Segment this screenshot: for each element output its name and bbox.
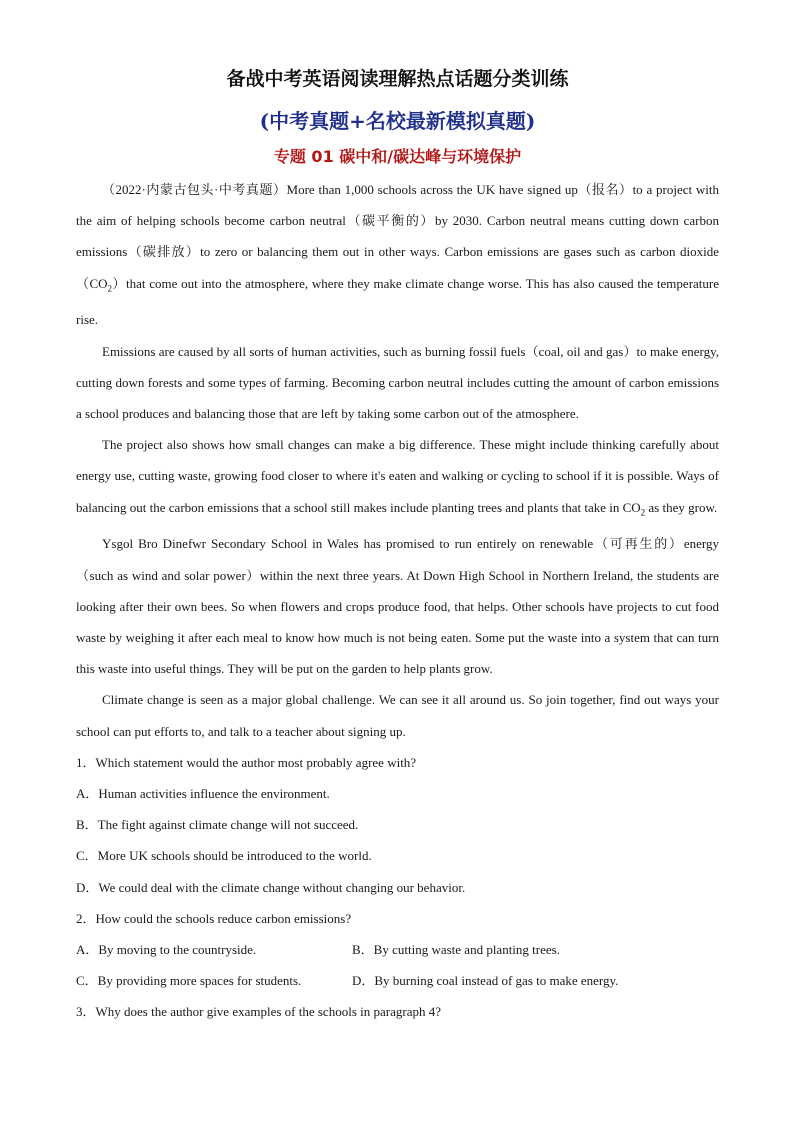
option-d: D．By burning coal instead of gas to make energy.: [352, 973, 619, 989]
options-row-1: [76, 934, 719, 965]
options-row-2: [76, 965, 719, 996]
question-1: [76, 747, 719, 903]
page-title: 备战中考英语阅读理解热点话题分类训练: [226, 68, 569, 90]
paragraph-2: Emissions are caused by all sorts of human activities, such as burning fossil fuels（coal, oil and gas）to make energy, cutting down forests and some types of farming. Becoming carbon neutral includes cutting the amount of carbon emissions a school produces and balancing those that are left by taking some carbon out of the atmosphere.: [76, 343, 719, 422]
document-page: [76, 64, 719, 1028]
paragraph-4: Ysgol Bro Dinefwr Secondary School in Wales has promised to run entirely on renewable（可再生的）energy（such as wind and solar power）within the next three years. At Down High School in Northern Ireland, the students are looking after their own bees. So when flowers and crops produce food, that helps. Other schools have projects to cut food waste by weighing it after each meal to know how much is not being eaten. Some put the waste into a system that can turn this waste into useful things. They will be put on the garden to help plants grow.: [76, 536, 719, 677]
option-c: C．By providing more spaces for students.: [76, 973, 302, 989]
question-2: [76, 903, 719, 997]
option-b: B．By cutting waste and planting trees.: [352, 942, 560, 958]
option-d: D．We could deal with the climate change without changing our behavior.: [76, 879, 466, 895]
paragraph-3: The project also shows how small changes can make a big difference. These might include thinking carefully about energy use, cutting waste, growing food closer to where it's eaten and walking or cycling to school if it is possible. Ways of balancing out the carbon emissions that a school still makes include planting trees and plants that take in $CO_2$ as they grow.: [76, 437, 719, 518]
option-a: A．Human activities influence the environment.: [76, 786, 330, 802]
passage: [76, 174, 719, 1028]
question-stem: 3．Why does the author give examples of the schools in paragraph 4?: [76, 1004, 441, 1020]
option-a: A．By moving to the countryside.: [76, 942, 257, 958]
question-stem: 1．Which statement would the author most probably agree with?: [76, 754, 417, 770]
option-c: C．More UK schools should be introduced to the world.: [76, 848, 372, 864]
topic-title: 专题 01 碳中和/碳达峰与环境保护: [273, 147, 522, 166]
option-b: B．The fight against climate change will not succeed.: [76, 817, 359, 833]
question-stem: 2．How could the schools reduce carbon emissions?: [76, 910, 352, 926]
question-3: [76, 996, 719, 1027]
page-subtitle: (中考真题+名校最新模拟真题): [259, 109, 536, 133]
paragraph-5: Climate change is seen as a major global challenge. We can see it all around us. So join together, find out ways your school can put efforts to, and talk to a teacher about signing up.: [76, 692, 719, 739]
paragraph-1: （2022·内蒙古包头·中考真题）More than 1,000 schools across the UK have signed up（报名）to a project with the aim of helping schools become carbon neutral（碳平衡的）by 2030. Carbon neutral means cutting down carbon emissions（碳排放）to zero or balancing them out in other ways. Carbon emissions are gases such as carbon $dioxide(CO_2)that$ come out into the atmosphere, where they make climate change worse. This has also caused the temperature rise.: [76, 182, 719, 328]
